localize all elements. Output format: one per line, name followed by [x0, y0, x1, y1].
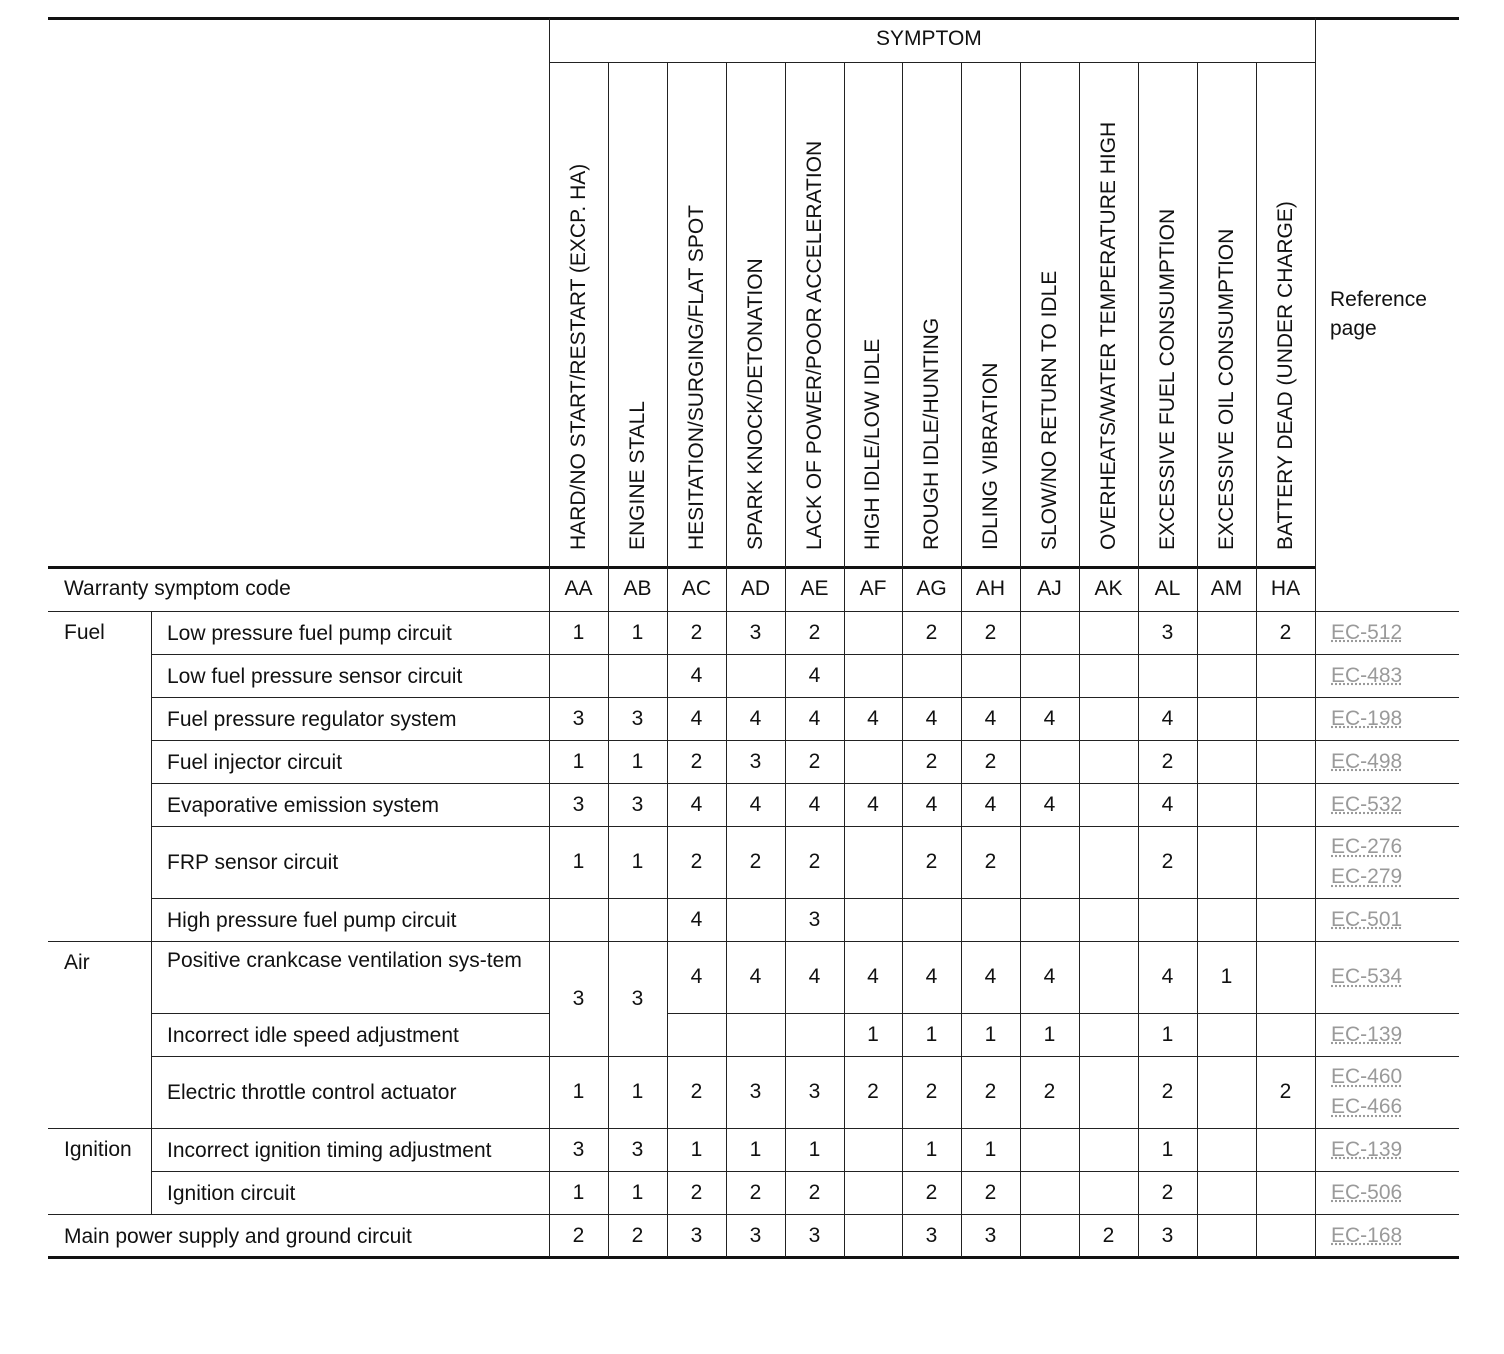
cell-value: 3 [749, 620, 762, 644]
symptom-column-name: LACK OF POWER/POOR ACCELERATION [802, 140, 826, 550]
row-label: Electric throttle control actuator [167, 1081, 457, 1104]
row-label: High pressure fuel pump circuit [167, 908, 457, 932]
reference-link[interactable]: EC-498 [1331, 749, 1403, 773]
cell-value: 2 [925, 1180, 938, 1204]
column-divider [961, 62, 962, 1257]
cell-value: 4 [690, 907, 703, 931]
row-divider [48, 1256, 1459, 1259]
cell-value: 2 [1161, 749, 1174, 773]
cell-value: 3 [631, 792, 644, 816]
symptom-code: AM [1210, 577, 1243, 600]
row-divider [151, 783, 1459, 784]
cell-value: 2 [984, 749, 997, 773]
cell-value: 4 [808, 663, 821, 687]
row-divider [151, 740, 1459, 741]
cell-value: 4 [867, 792, 879, 816]
cell-value: 2 [808, 850, 821, 873]
cell-value: 4 [808, 792, 821, 816]
row-label: Main power supply and ground circuit [64, 1224, 412, 1248]
cell-value: 1 [1043, 1022, 1056, 1046]
cell-value: 2 [984, 1080, 997, 1103]
row-divider [48, 17, 1459, 20]
reference-link[interactable]: EC-139 [1331, 1137, 1403, 1161]
cell-value: 2 [925, 749, 938, 773]
reference-link[interactable]: EC-506 [1331, 1180, 1403, 1204]
cell-value: 4 [749, 706, 762, 730]
column-divider [608, 62, 609, 1257]
cell-value: 2 [1161, 1080, 1174, 1103]
cell-value: 2 [1043, 1080, 1056, 1103]
symptom-column-name: ENGINE STALL [625, 401, 649, 550]
cell-value: 1 [925, 1022, 938, 1046]
cell-value: 3 [631, 1137, 644, 1161]
column-divider [902, 62, 903, 1257]
row-label: FRP sensor circuit [167, 851, 339, 874]
cell-value: 2 [749, 1180, 762, 1204]
row-divider [48, 1128, 1459, 1129]
cell-value: 2 [808, 749, 821, 773]
row-divider [48, 566, 1315, 569]
cell-value: 2 [925, 850, 938, 873]
cell-value: 1 [1220, 965, 1233, 988]
cell-value: 1 [631, 1180, 644, 1204]
cell-value: 2 [925, 1080, 938, 1103]
symptom-code: HA [1270, 577, 1301, 600]
reference-link[interactable]: EC-279 [1331, 865, 1403, 888]
cell-value: 4 [984, 706, 997, 730]
row-divider [151, 826, 1459, 827]
cell-value: 3 [631, 706, 644, 730]
reference-link[interactable]: EC-460 [1331, 1065, 1403, 1088]
cell-value: 2 [690, 749, 703, 773]
cell-value: 3 [984, 1223, 997, 1247]
cell-value: 2 [984, 620, 997, 644]
cell-value: 3 [631, 986, 644, 1010]
cell-value: 3 [749, 1223, 762, 1247]
cell-value: 3 [749, 749, 762, 773]
cell-value: 4 [690, 792, 703, 816]
cell-value: 1 [631, 620, 644, 644]
cell-value: 3 [1161, 620, 1174, 644]
cell-value: 2 [808, 620, 821, 644]
cell-value: 4 [925, 792, 938, 816]
row-divider [151, 1013, 549, 1014]
cell-value: 3 [572, 1137, 585, 1161]
symptom-code: AK [1094, 577, 1123, 600]
column-divider [726, 62, 727, 1257]
cell-value: 4 [1161, 706, 1174, 730]
cell-value: 1 [572, 850, 585, 873]
row-divider [48, 941, 1459, 942]
symptom-code: AL [1154, 577, 1181, 600]
symptom-code: AE [800, 577, 829, 600]
cell-value: 1 [867, 1022, 879, 1046]
cell-value: 3 [808, 907, 821, 931]
cell-value: 1 [984, 1022, 997, 1046]
symptom-column-name: BATTERY DEAD (UNDER CHARGE) [1273, 201, 1297, 550]
cell-value: 2 [1161, 1180, 1174, 1204]
reference-link[interactable]: EC-168 [1331, 1223, 1403, 1247]
row-label: Evaporative emission system [167, 793, 439, 817]
reference-page-header: Reference page [1330, 288, 1427, 340]
cell-value: 3 [690, 1223, 703, 1247]
reference-link[interactable]: EC-512 [1331, 620, 1403, 644]
row-divider [549, 62, 1315, 63]
cell-value: 4 [984, 965, 997, 988]
cell-value: 3 [808, 1080, 821, 1103]
cell-value: 1 [631, 1080, 644, 1103]
row-divider [151, 898, 1459, 899]
symptom-code: AG [916, 577, 947, 600]
cell-value: 4 [808, 965, 821, 988]
reference-link[interactable]: EC-198 [1331, 706, 1403, 730]
cell-value: 2 [690, 850, 703, 873]
cell-value: 4 [808, 706, 821, 730]
cell-value: 1 [749, 1137, 762, 1161]
reference-link[interactable]: EC-532 [1331, 792, 1403, 816]
symptom-column-name: EXCESSIVE OIL CONSUMPTION [1214, 228, 1238, 550]
cell-value: 2 [1279, 1080, 1292, 1103]
symptom-column-name: OVERHEATS/WATER TEMPERATURE HIGH [1096, 121, 1120, 550]
reference-link[interactable]: EC-501 [1331, 907, 1403, 931]
cell-value: 2 [1102, 1223, 1115, 1247]
symptom-column-name: HIGH IDLE/LOW IDLE [861, 338, 884, 550]
symptom-column-name: EXCESSIVE FUEL CONSUMPTION [1155, 208, 1179, 550]
reference-link[interactable]: EC-139 [1331, 1022, 1403, 1046]
row-label: Incorrect idle speed adjustment [167, 1023, 459, 1047]
symptom-column-name: SPARK KNOCK/DETONATION [743, 258, 767, 550]
cell-value: 1 [572, 1080, 585, 1103]
cell-value: 1 [808, 1137, 821, 1161]
cell-value: 1 [925, 1137, 938, 1161]
column-divider [1256, 62, 1257, 1257]
cell-value: 4 [749, 792, 762, 816]
cell-value: 1 [631, 749, 644, 773]
row-divider [48, 1214, 1459, 1215]
cell-value: 3 [1161, 1223, 1174, 1247]
symptom-code: AD [740, 577, 771, 600]
column-divider [1315, 18, 1316, 1257]
column-divider [667, 62, 668, 1257]
cell-value: 3 [572, 792, 585, 816]
cell-value: 3 [749, 1080, 762, 1103]
cell-value: 1 [631, 850, 644, 873]
cell-value: 4 [1043, 706, 1056, 730]
cell-value: 3 [572, 706, 585, 730]
cell-value: 2 [867, 1080, 879, 1103]
cell-value: 4 [690, 965, 703, 988]
row-label: Incorrect ignition timing adjustment [167, 1138, 492, 1162]
group-label-fuel: Fuel [64, 621, 105, 644]
reference-link[interactable]: EC-466 [1331, 1095, 1403, 1118]
cell-value: 4 [690, 706, 703, 730]
column-divider [549, 18, 550, 1257]
cell-value: 2 [690, 620, 703, 644]
cell-value: 4 [984, 792, 997, 816]
symptom-column-name: HESITATION/SURGING/FLAT SPOT [684, 205, 708, 550]
group-label-air: Air [64, 951, 90, 974]
cell-value: 2 [808, 1180, 821, 1204]
column-divider [151, 611, 152, 1214]
symptom-code: AJ [1037, 577, 1062, 600]
cell-value: 2 [1279, 620, 1292, 644]
row-label: Fuel injector circuit [167, 750, 343, 774]
row-divider [151, 1056, 1459, 1057]
cell-value: 2 [749, 850, 762, 873]
reference-link[interactable]: EC-534 [1331, 965, 1403, 988]
cell-value: 3 [572, 986, 585, 1010]
cell-value: 4 [749, 965, 762, 988]
column-divider [1197, 62, 1198, 1257]
row-divider [151, 1171, 1459, 1172]
cell-value: 2 [984, 1180, 997, 1204]
symptom-column-name: ROUGH IDLE/HUNTING [919, 317, 943, 550]
symptom-code: AH [975, 577, 1006, 600]
row-label: Low fuel pressure sensor circuit [167, 664, 463, 688]
symptom-code: AF [859, 577, 887, 600]
symptom-column-name: HARD/NO START/RESTART (EXCP. HA) [566, 163, 590, 550]
cell-value: 2 [925, 620, 938, 644]
cell-value: 2 [984, 850, 997, 873]
column-divider [1020, 62, 1021, 1257]
symptom-code: AC [681, 577, 712, 600]
cell-value: 1 [1161, 1022, 1174, 1046]
symptom-code: AA [564, 577, 593, 600]
row-label: Fuel pressure regulator system [167, 707, 457, 731]
cell-value: 2 [572, 1223, 585, 1247]
cell-value: 2 [690, 1180, 703, 1204]
cell-value: 4 [925, 706, 938, 730]
cell-value: 1 [1161, 1137, 1174, 1161]
cell-value: 4 [867, 965, 879, 988]
cell-value: 1 [984, 1137, 997, 1161]
warranty-symptom-label: Warranty symptom code [64, 577, 291, 600]
cell-value: 1 [572, 749, 585, 773]
column-divider [844, 62, 845, 1257]
cell-value: 3 [808, 1223, 821, 1247]
column-divider [785, 62, 786, 1257]
cell-value: 2 [1161, 850, 1174, 873]
cell-value: 4 [690, 663, 703, 687]
row-divider [48, 611, 1459, 612]
cell-value: 1 [572, 620, 585, 644]
cell-value: 1 [572, 1180, 585, 1204]
symptom-code: AB [623, 577, 652, 600]
symptom-header: SYMPTOM [876, 27, 982, 50]
cell-value: 4 [925, 965, 938, 988]
row-label: Positive crankcase ventilation sys-tem [167, 949, 522, 972]
cell-value: 4 [1161, 792, 1174, 816]
row-label: Low pressure fuel pump circuit [167, 621, 452, 645]
symptom-column-name: SLOW/NO RETURN TO IDLE [1037, 270, 1061, 550]
column-divider [1138, 62, 1139, 1257]
reference-link[interactable]: EC-276 [1331, 835, 1403, 858]
row-divider [151, 697, 1459, 698]
row-label: Ignition circuit [167, 1181, 296, 1205]
reference-link[interactable]: EC-483 [1331, 663, 1403, 687]
symptom-column-name: IDLING VIBRATION [978, 362, 1002, 550]
cell-value: 3 [925, 1223, 938, 1247]
group-label-ignition: Ignition [64, 1138, 132, 1161]
cell-value: 4 [867, 706, 879, 730]
cell-value: 4 [1043, 792, 1056, 816]
row-divider [151, 654, 1459, 655]
cell-value: 4 [1043, 965, 1056, 988]
column-divider [1079, 62, 1080, 1257]
cell-value: 2 [690, 1080, 703, 1103]
cell-value: 1 [690, 1137, 703, 1161]
cell-value: 2 [631, 1223, 644, 1247]
cell-value: 4 [1161, 965, 1174, 988]
